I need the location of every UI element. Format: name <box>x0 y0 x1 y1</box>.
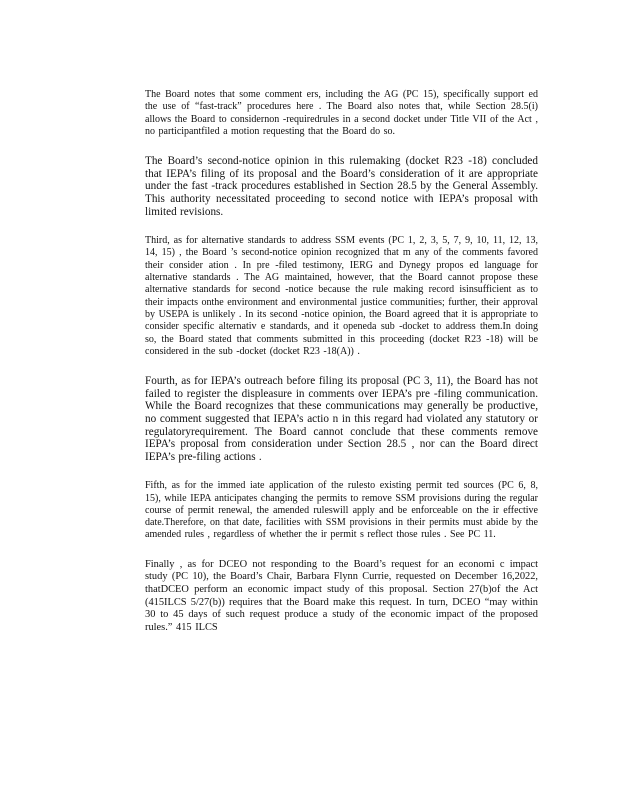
document-body <box>145 89 538 651</box>
paragraph-fast-track: The Board notes that some comment ers, including the AG (PC 15), specifically support ed the use of “fast-track” procedures here . The Board also notes that, while Section 28.5(i) allows the Board to considernon -requiredrules in a second docket under Title VII of the Act , no participantfiled a motion requesting that the Board do so. <box>145 89 538 137</box>
paragraph-alternative-standards: Third, as for alternative standards to address SSM events (PC 1, 2, 3, 5, 7, 9, 10, 11, 12, 13, 14, 15) , the Board ’s second-notice opinion recognized that m any of the comments favored their consider ation . In pre -filed testimony, IERG and Dynegy propos ed language for alternative standards . The AG maintained, however, that the Board cannot propose these alternative standards for second -notice because the rule making record isinsufficient as to their impacts onthe environment and environmental justice communities; further, their approval by USEPA is unlikely . In its second -notice opinion, the Board agreed that it is appropriate to consider specific alternativ e standards, and it openeda sub -docket to address them.In doing so, the Board stated that comments submitted in this proceeding (docket R23 -18) will be considered in the sub -docket (docket R23 -18(A)) . <box>145 235 538 357</box>
paragraph-immediate-application: Fifth, as for the immed iate application of the rulesto existing permit ted sources (PC 6, 8, 15), while IEPA anticipates changing the permits to remove SSM provisions during the regular course of permit renewal, the amended ruleswill apply and be enforceable on the ir effective date.Therefore, on that date, facilities with SSM provisions in their permits must abide by the amended rules , regardless of whether the ir permit s reflect those rules . See PC 11. <box>145 480 538 541</box>
paragraph-iepa-outreach: Fourth, as for IEPA’s outreach before filing its proposal (PC 3, 11), the Board has not failed to register the displeasure in comments over IEPA’s pre -filing communication. While the Board recognizes that these communications may generally be productive, no comment suggested that IEPA’s actio n in this regard had violated any statutory or regulatoryrequirement. The Board cannot conclude that these comments remove IEPA’s proposal from consideration under Section 28.5 , nor can the Board direct IEPA’s pre-filing actions . <box>145 375 538 463</box>
paragraph-second-notice-opinion: The Board’s second-notice opinion in this rulemaking (docket R23 -18) concluded that IEPA’s filing of its proposal and the Board’s consideration of it are appropriate under the fast -track procedures established in Section 28.5 by the General Assembly. This authority necessitated proceeding to second notice with IEPA’s proposal with limited revisions. <box>145 155 538 218</box>
paragraph-dceo-study: Finally , as for DCEO not responding to the Board’s request for an economi c impact study (PC 10), the Board’s Chair, Barbara Flynn Currie, requested on December 16,2022, thatDCEO perform an economic impact study of this proposal. Section 27(b)of the Act (415ILCS 5/27(b)) requires that the Board make this request. In turn, DCEO “may within 30 to 45 days of such request produce a study of the economic impact of the proposed rules.” 415 ILCS <box>145 558 538 633</box>
